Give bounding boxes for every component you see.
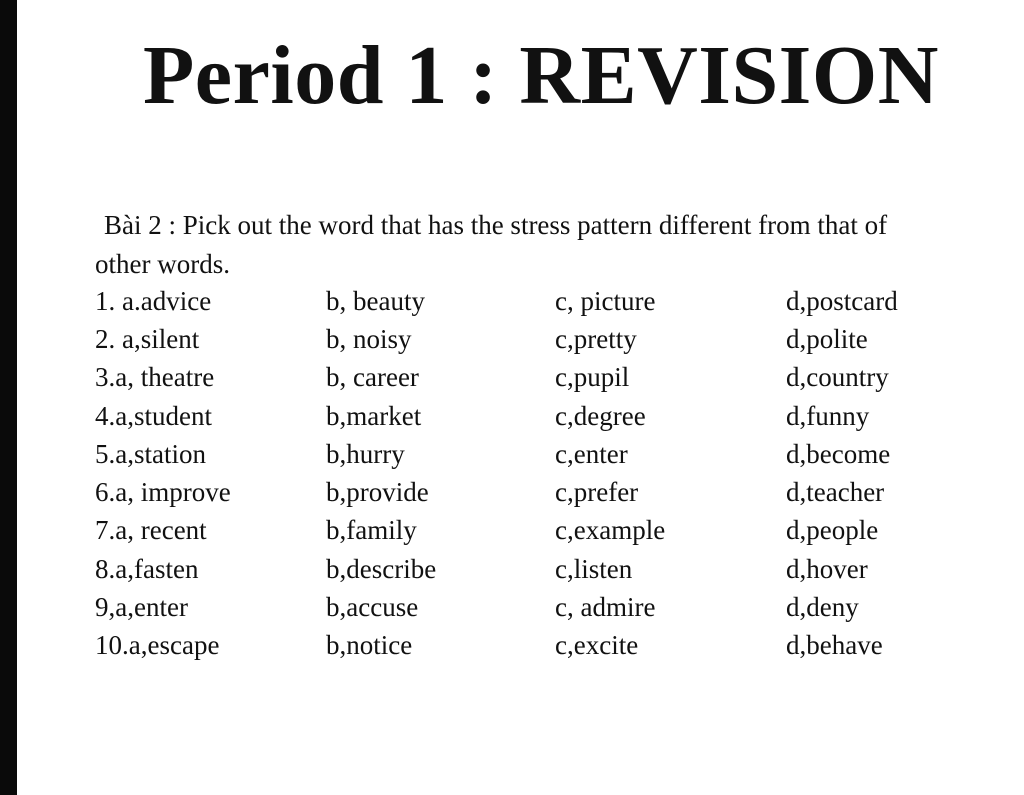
option-a: 4.a,student xyxy=(95,400,212,431)
question-list xyxy=(95,282,986,665)
question-row-6 xyxy=(95,473,986,511)
option-c: c,pupil xyxy=(555,362,630,393)
option-c: c, admire xyxy=(555,592,656,623)
option-c: c,pretty xyxy=(555,323,637,354)
option-d: d,deny xyxy=(786,592,859,623)
option-c: c,excite xyxy=(555,630,639,661)
option-b: b,accuse xyxy=(326,592,419,623)
option-a: 3.a, theatre xyxy=(95,362,215,393)
option-b: b,market xyxy=(326,400,422,431)
option-c: c, picture xyxy=(555,285,656,316)
option-a: 6.a, improve xyxy=(95,477,231,508)
option-b: b, noisy xyxy=(326,323,412,354)
option-b: b,family xyxy=(326,515,417,546)
question-row-9 xyxy=(95,588,986,626)
question-row-2 xyxy=(95,320,986,358)
instruction-line-1: Bài 2 : Pick out the word that has the stress pattern different from that of xyxy=(104,210,888,240)
option-b: b,notice xyxy=(326,630,413,661)
option-c: c,enter xyxy=(555,438,628,469)
option-c: c,example xyxy=(555,515,666,546)
option-c: c,degree xyxy=(555,400,646,431)
question-row-1 xyxy=(95,282,986,320)
question-row-8 xyxy=(95,550,986,588)
option-d: d,polite xyxy=(786,323,868,354)
option-b: b, beauty xyxy=(326,285,425,316)
option-a: 10.a,escape xyxy=(95,630,220,661)
instruction-line-2: other words. xyxy=(95,249,230,279)
option-d: d,people xyxy=(786,515,879,546)
option-d: d,behave xyxy=(786,630,883,661)
option-d: d,postcard xyxy=(786,285,898,316)
left-frame-bar xyxy=(0,0,17,795)
option-d: d,become xyxy=(786,438,891,469)
option-a: 2. a,silent xyxy=(95,323,200,354)
option-c: c,listen xyxy=(555,553,633,584)
option-b: b,provide xyxy=(326,477,429,508)
option-a: 5.a,station xyxy=(95,438,206,469)
option-c: c,prefer xyxy=(555,477,639,508)
option-a: 1. a.advice xyxy=(95,285,212,316)
option-a: 7.a, recent xyxy=(95,515,207,546)
option-d: d,funny xyxy=(786,400,870,431)
option-d: d,teacher xyxy=(786,477,885,508)
question-row-7 xyxy=(95,512,986,550)
option-d: d,country xyxy=(786,362,889,393)
slide xyxy=(17,0,1024,795)
question-row-5 xyxy=(95,435,986,473)
option-b: b,describe xyxy=(326,553,437,584)
option-a: 8.a,fasten xyxy=(95,553,199,584)
option-d: d,hover xyxy=(786,553,868,584)
option-b: b,hurry xyxy=(326,438,405,469)
question-row-10 xyxy=(95,627,986,665)
question-row-3 xyxy=(95,359,986,397)
exercise-instruction xyxy=(95,206,1024,284)
question-row-4 xyxy=(95,397,986,435)
option-a: 9,a,enter xyxy=(95,592,188,623)
slide-title: Period 1 : REVISION xyxy=(143,29,939,122)
option-b: b, career xyxy=(326,362,419,393)
